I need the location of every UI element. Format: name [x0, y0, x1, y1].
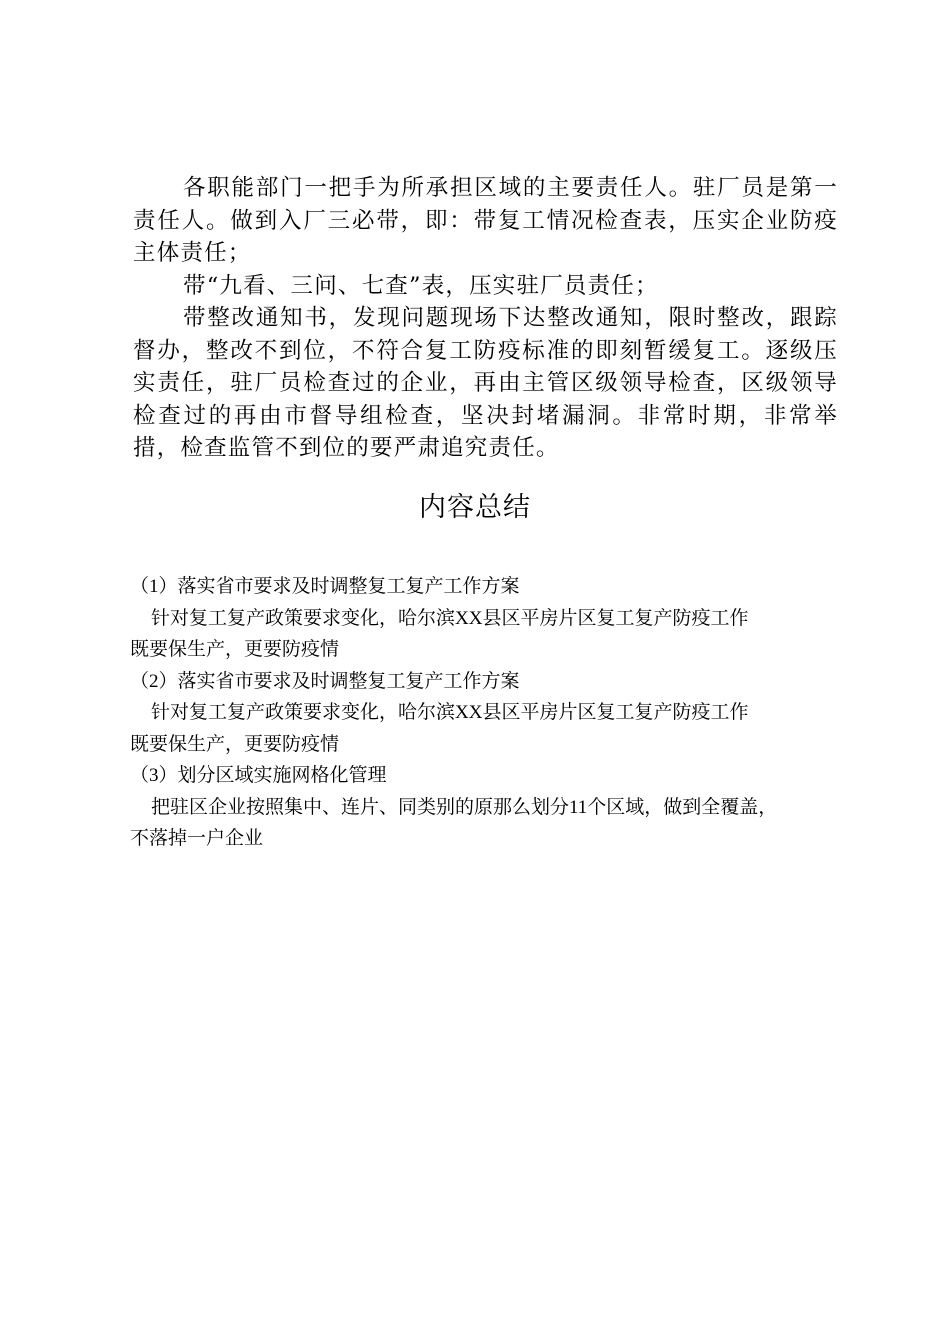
section-title: 内容总结: [419, 492, 531, 523]
summary-heading-2: （2）落实省市要求及时调整复工复产工作方案: [130, 670, 520, 692]
summary-text-3a: 把驻区企业按照集中、连片、同类别的原那么划分11个区域，做到全覆盖，: [151, 796, 778, 818]
summary-text-2a: 针对复工复产政策要求变化，哈尔滨XX县区平房片区复工复产防疫工作: [151, 702, 749, 723]
summary-heading-3: （3）划分区域实施网格化管理: [130, 765, 387, 786]
summary-text-1a: 针对复工复产政策要求变化，哈尔滨XX县区平房片区复工复产防疫工作: [151, 607, 749, 629]
body-paragraph-1: 各职能部门一把手为所承担区域的主要责任人。驻厂员是第一责任人。做到入厂三必带，即：带复工情况检查表，压实企业防疫主体责任；: [133, 175, 838, 266]
body-text: [133, 172, 838, 465]
summary-text-2b: 既要保生产，更要防疫情: [130, 733, 340, 755]
summary-text-1b: 既要保生产，更要防疫情: [130, 639, 340, 660]
summary-list: [130, 571, 840, 855]
summary-heading-1: （1）落实省市要求及时调整复工复产工作方案: [130, 576, 520, 597]
body-paragraph-3: 带整改通知书，发现问题现场下达整改通知，限时整改，跟踪督办，整改不到位，不符合复工防疫标准的即刻暂缓复工。逐级压实责任，驻厂员检查过的企业，再由主管区级领导检查，区级领导检查过的再由市督导组检查，坚决封堵漏洞。非常时期，非常举措，检查监管不到位的要严肃追究责任。: [133, 305, 838, 461]
summary-text-3b: 不落掉一户企业: [130, 828, 264, 849]
body-paragraph-2: 带“九看、三问、七查”表，压实驻厂员责任；: [183, 272, 659, 299]
